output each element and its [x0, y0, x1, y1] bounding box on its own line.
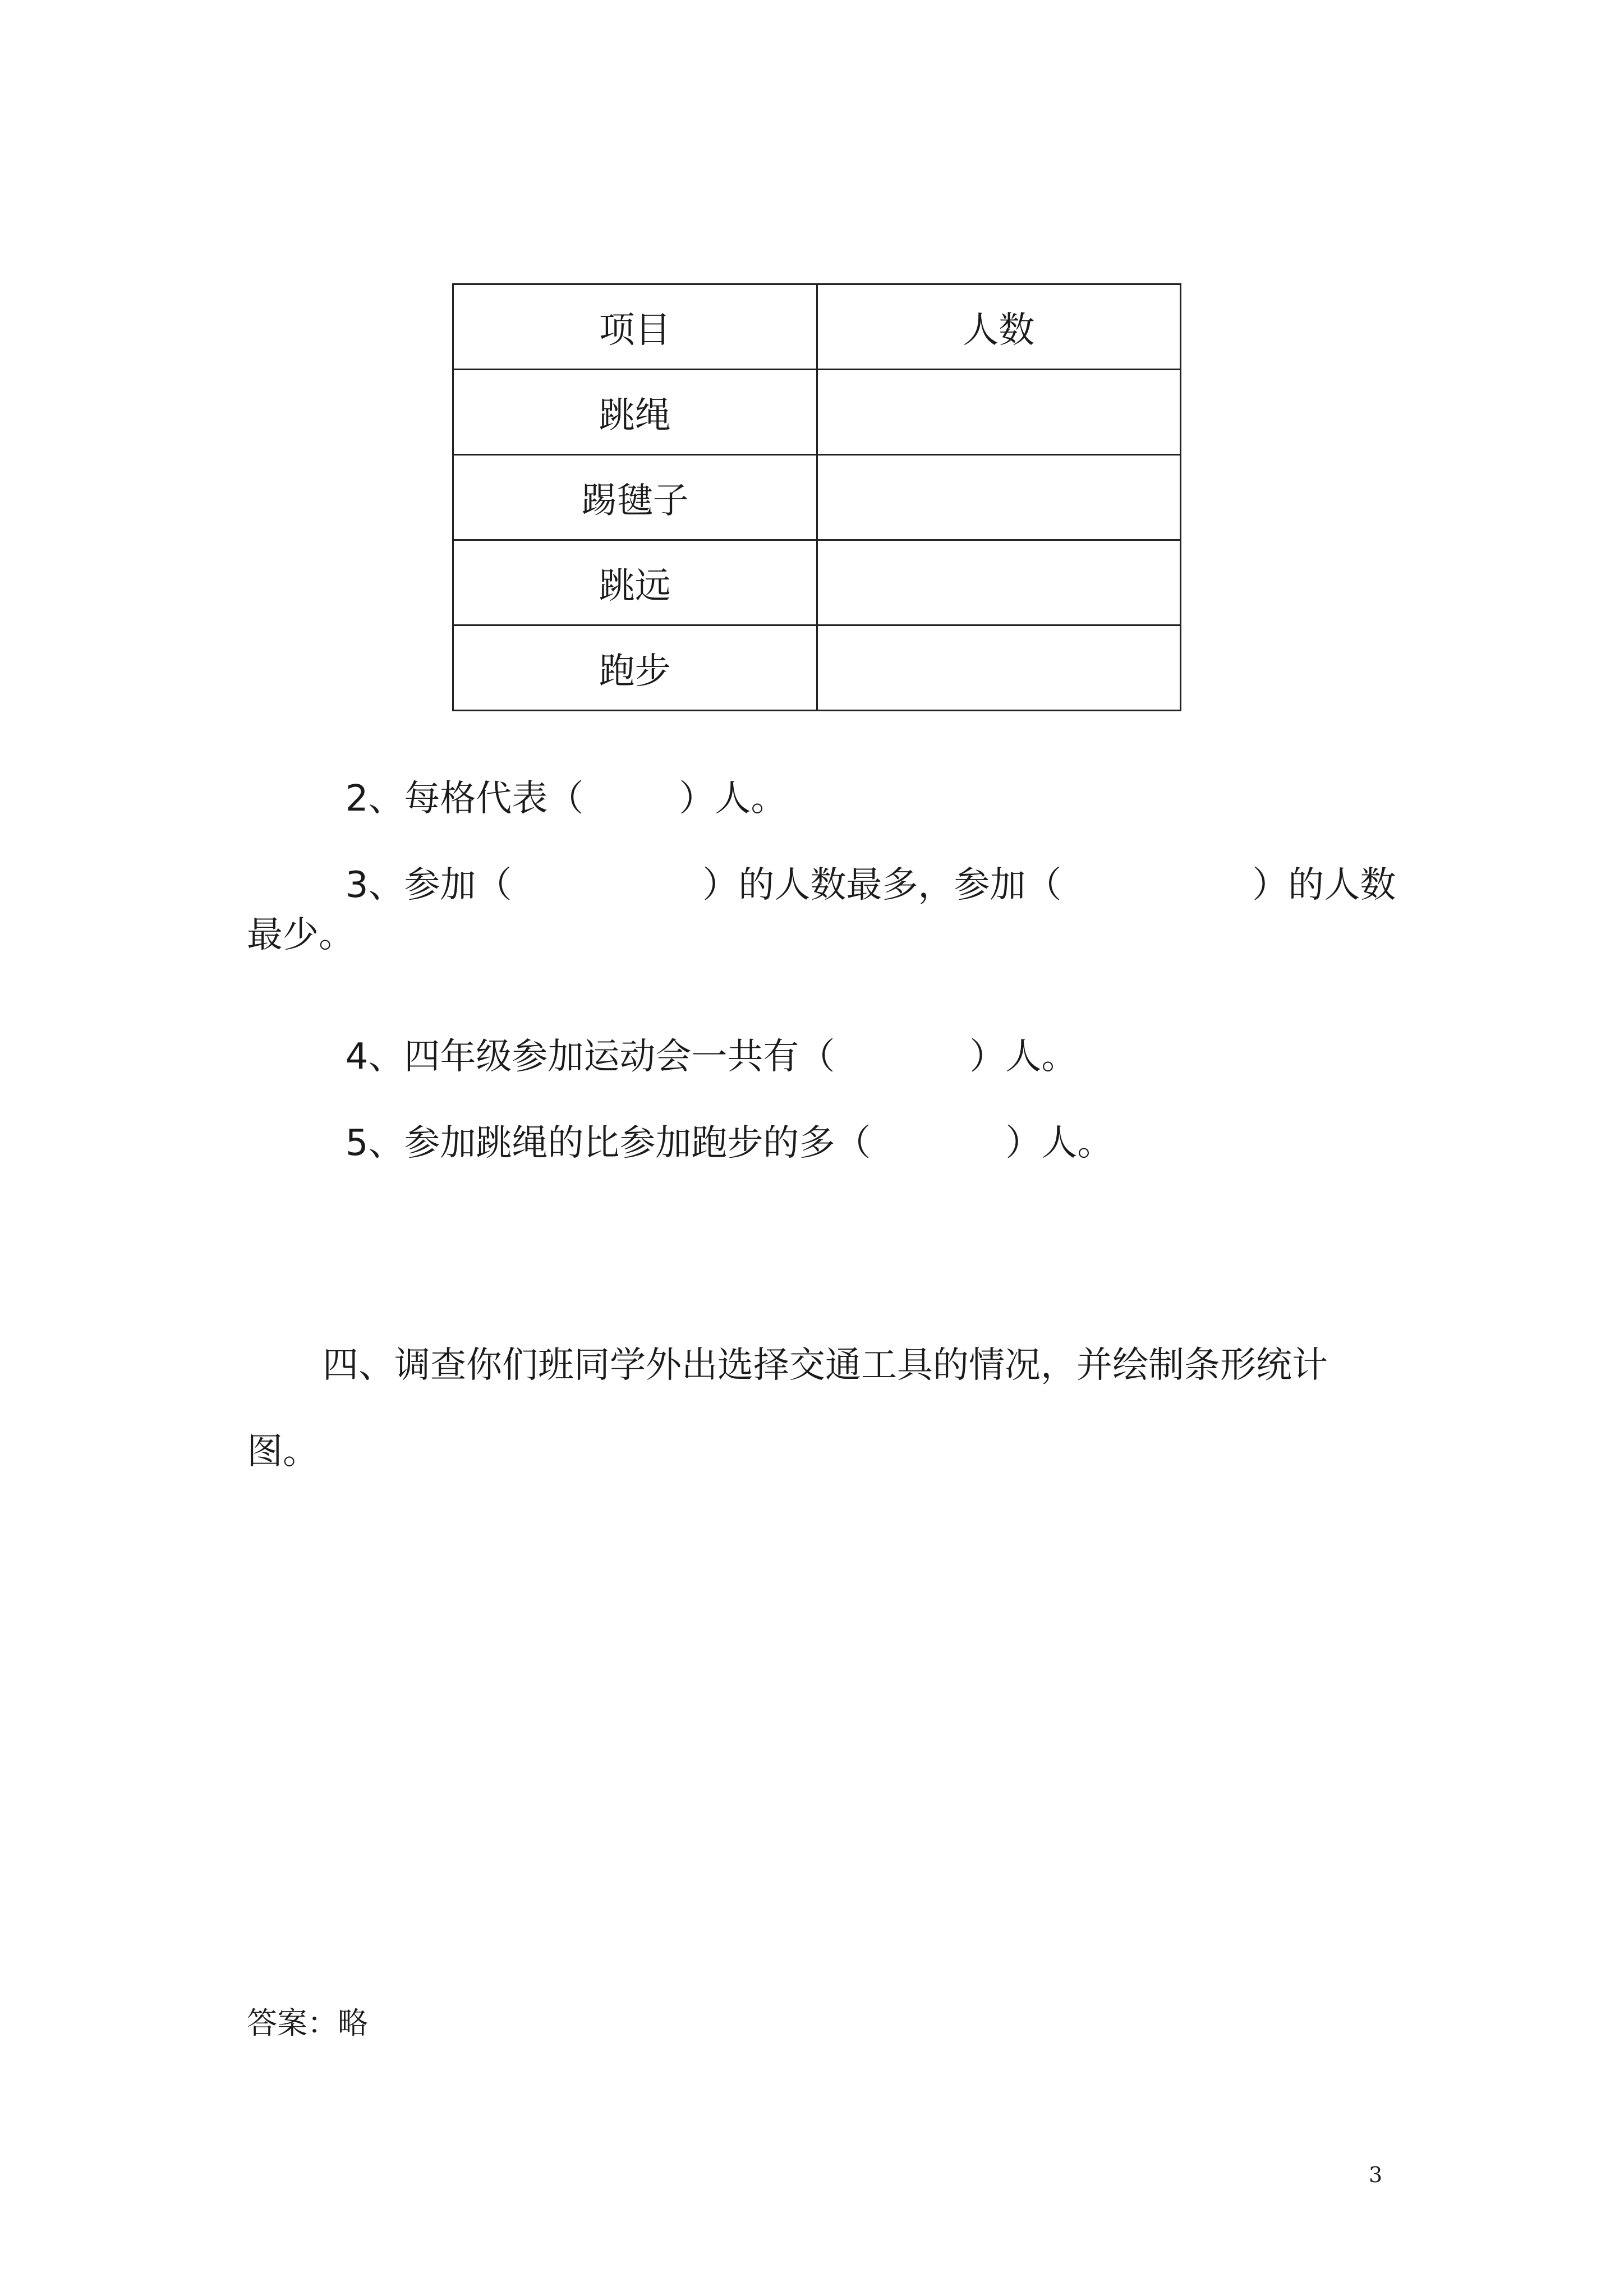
- question-5: [323, 1089, 1114, 1164]
- answer-note: 答案：略: [247, 2005, 368, 2041]
- section-4-prompt: 四、调查你们班同学外出选择交通工具的情况，并绘制条形统计: [323, 1345, 1328, 1386]
- question-2-text-before: 每格代表（: [404, 778, 584, 820]
- row-count: [817, 370, 1181, 455]
- question-4-text-after: ）人。: [969, 1036, 1078, 1078]
- question-4-text-before: 四年级参加运动会一共有（: [404, 1036, 835, 1078]
- row-count: [817, 455, 1181, 540]
- question-3-text-after: ）的人数: [1252, 864, 1396, 906]
- question-4-number: 4、: [345, 1036, 404, 1078]
- row-item: 跑步: [453, 625, 817, 711]
- question-3-continuation: 最少。: [247, 914, 355, 956]
- question-4: [323, 1003, 1078, 1078]
- sports-table: [452, 283, 1181, 711]
- question-5-text-before: 参加跳绳的比参加跑步的多（: [404, 1122, 871, 1164]
- section-4-prompt-continuation: 图。: [247, 1431, 319, 1473]
- question-2-text-after: ）人。: [679, 778, 787, 820]
- question-3-text-before: 参加（: [404, 864, 512, 906]
- row-count: [817, 540, 1181, 625]
- question-5-text-after: ）人。: [1005, 1122, 1114, 1164]
- table-row: [453, 540, 1181, 625]
- row-item: 跳绳: [453, 370, 817, 455]
- row-item: 踢毽子: [453, 455, 817, 540]
- table-header-row: [453, 284, 1181, 370]
- table-row: [453, 625, 1181, 711]
- question-2: [323, 745, 787, 820]
- row-count: [817, 625, 1181, 711]
- header-count: 人数: [817, 284, 1181, 370]
- header-item: 项目: [453, 284, 817, 370]
- row-item: 跳远: [453, 540, 817, 625]
- question-5-number: 5、: [345, 1122, 404, 1164]
- question-3-text-mid: ）的人数最多，参加（: [702, 864, 1062, 906]
- table-row: [453, 370, 1181, 455]
- page-number: 3: [1369, 2162, 1383, 2187]
- question-2-number: 2、: [345, 778, 404, 820]
- question-3-number: 3、: [345, 864, 404, 906]
- question-3: [323, 831, 1396, 906]
- table-row: [453, 455, 1181, 540]
